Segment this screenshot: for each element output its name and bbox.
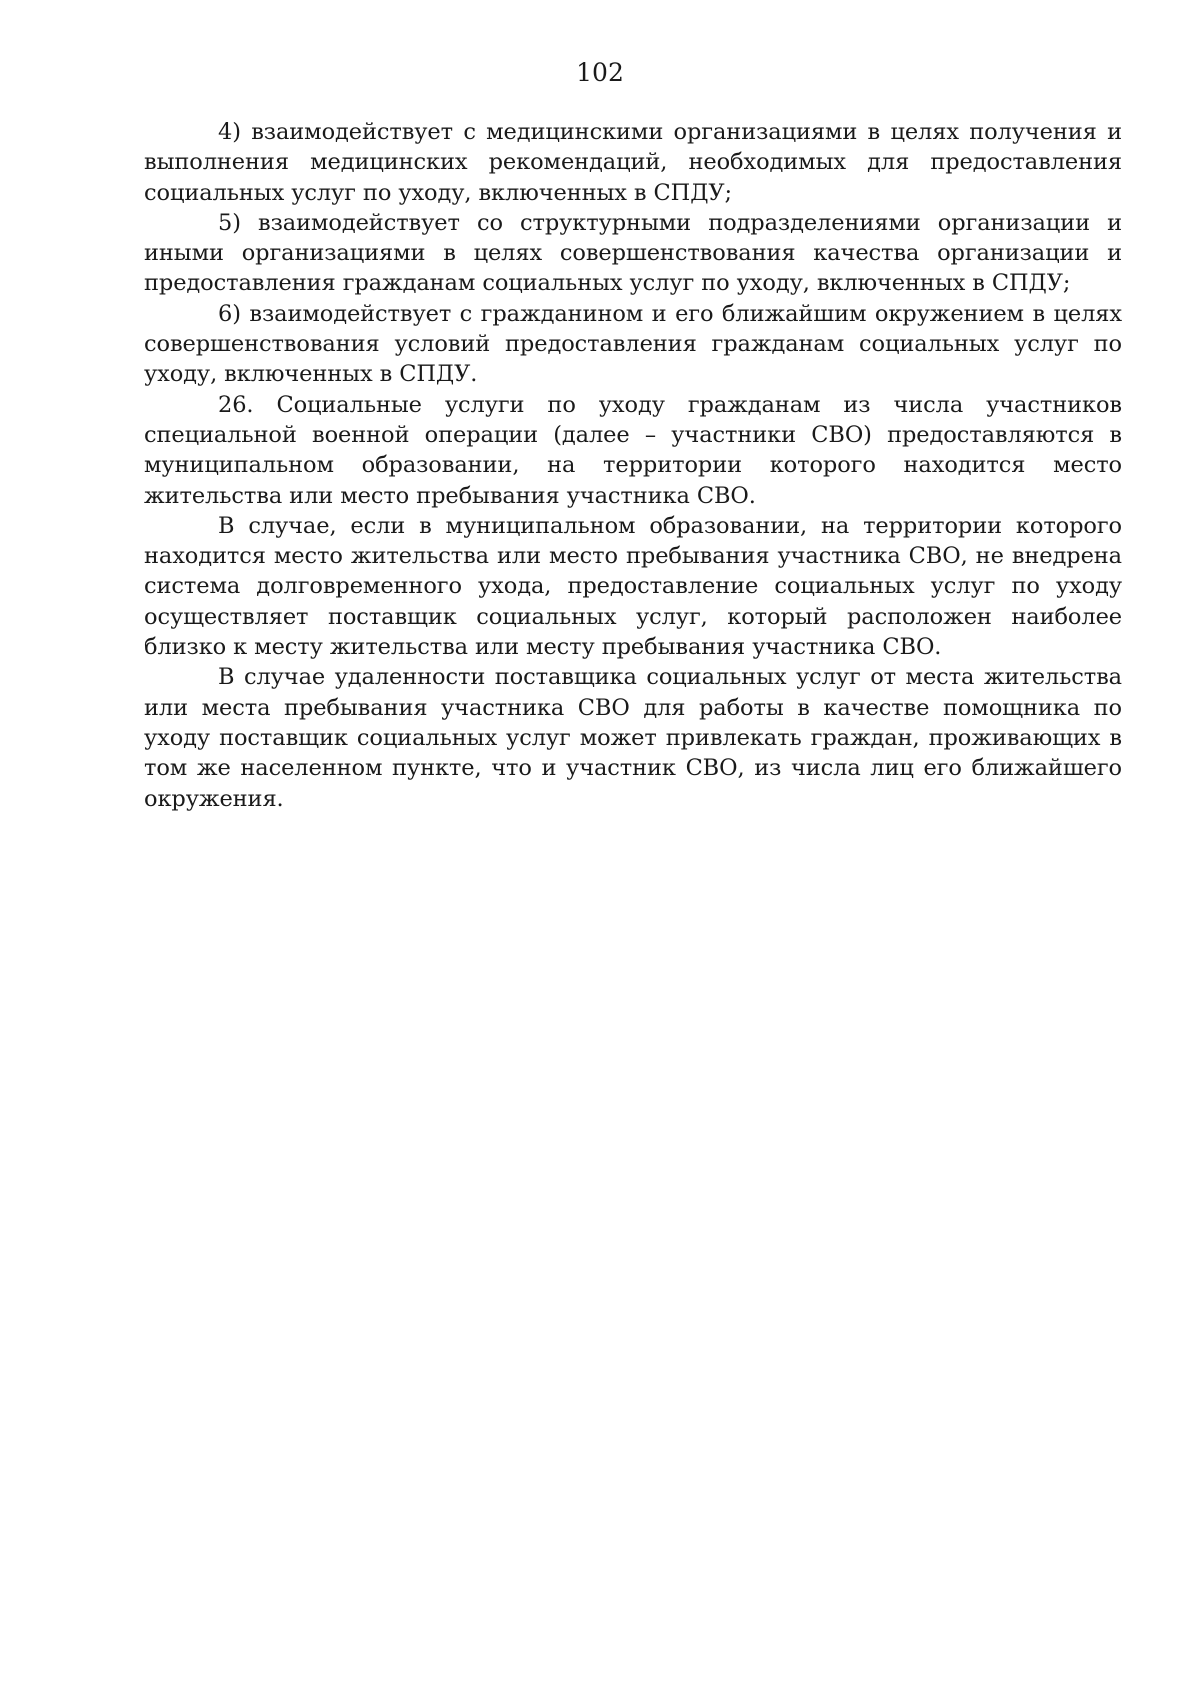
page-number: 102 bbox=[576, 58, 624, 87]
paragraph-clause-26: 26. Социальные услуги по уходу гражданам из числа участников специальной военной операции (далее – участники СВО) предоставляются в муниципальном образовании, на территории которого находится место жительства или место пребывания участника СВО. bbox=[144, 391, 1122, 509]
paragraph-remote-provider: В случае удаленности поставщика социальных услуг от места жительства или места пребывания участника СВО для работы в качестве помощника по уходу поставщик социальных услуг может привлекать граждан, проживающих в том же населенном пункте, что и участник СВО, из числа лиц его ближайшего окружения. bbox=[144, 664, 1122, 812]
paragraph-item-4: 4) взаимодействует с медицинскими организациями в целях получения и выполнения медицинских рекомендаций, необходимых для предоставления социальных услуг по уходу, включенных в СПДУ; bbox=[144, 119, 1122, 206]
paragraph-item-5: 5) взаимодействует со структурными подразделениями организации и иными организациями в целях совершенствования качества организации и предоставления гражданам социальных услуг по уходу, включенных в СПДУ; bbox=[144, 209, 1122, 297]
paragraph-no-ltc-system: В случае, если в муниципальном образовании, на территории которого находится место жительства или место пребывания участника СВО, не внедрена система долговременного ухода, предоставление социальных услуг по уходу осуществляет поставщик социальных услуг, который расположен наиболее близко к месту жительства или месту пребывания участника СВО. bbox=[144, 512, 1122, 661]
paragraph-item-6: 6) взаимодействует с гражданином и его ближайшим окружением в целях совершенствования условий предоставления гражданам социальных услуг по уходу, включенных в СПДУ. bbox=[144, 300, 1122, 388]
document-body bbox=[144, 117, 1122, 814]
